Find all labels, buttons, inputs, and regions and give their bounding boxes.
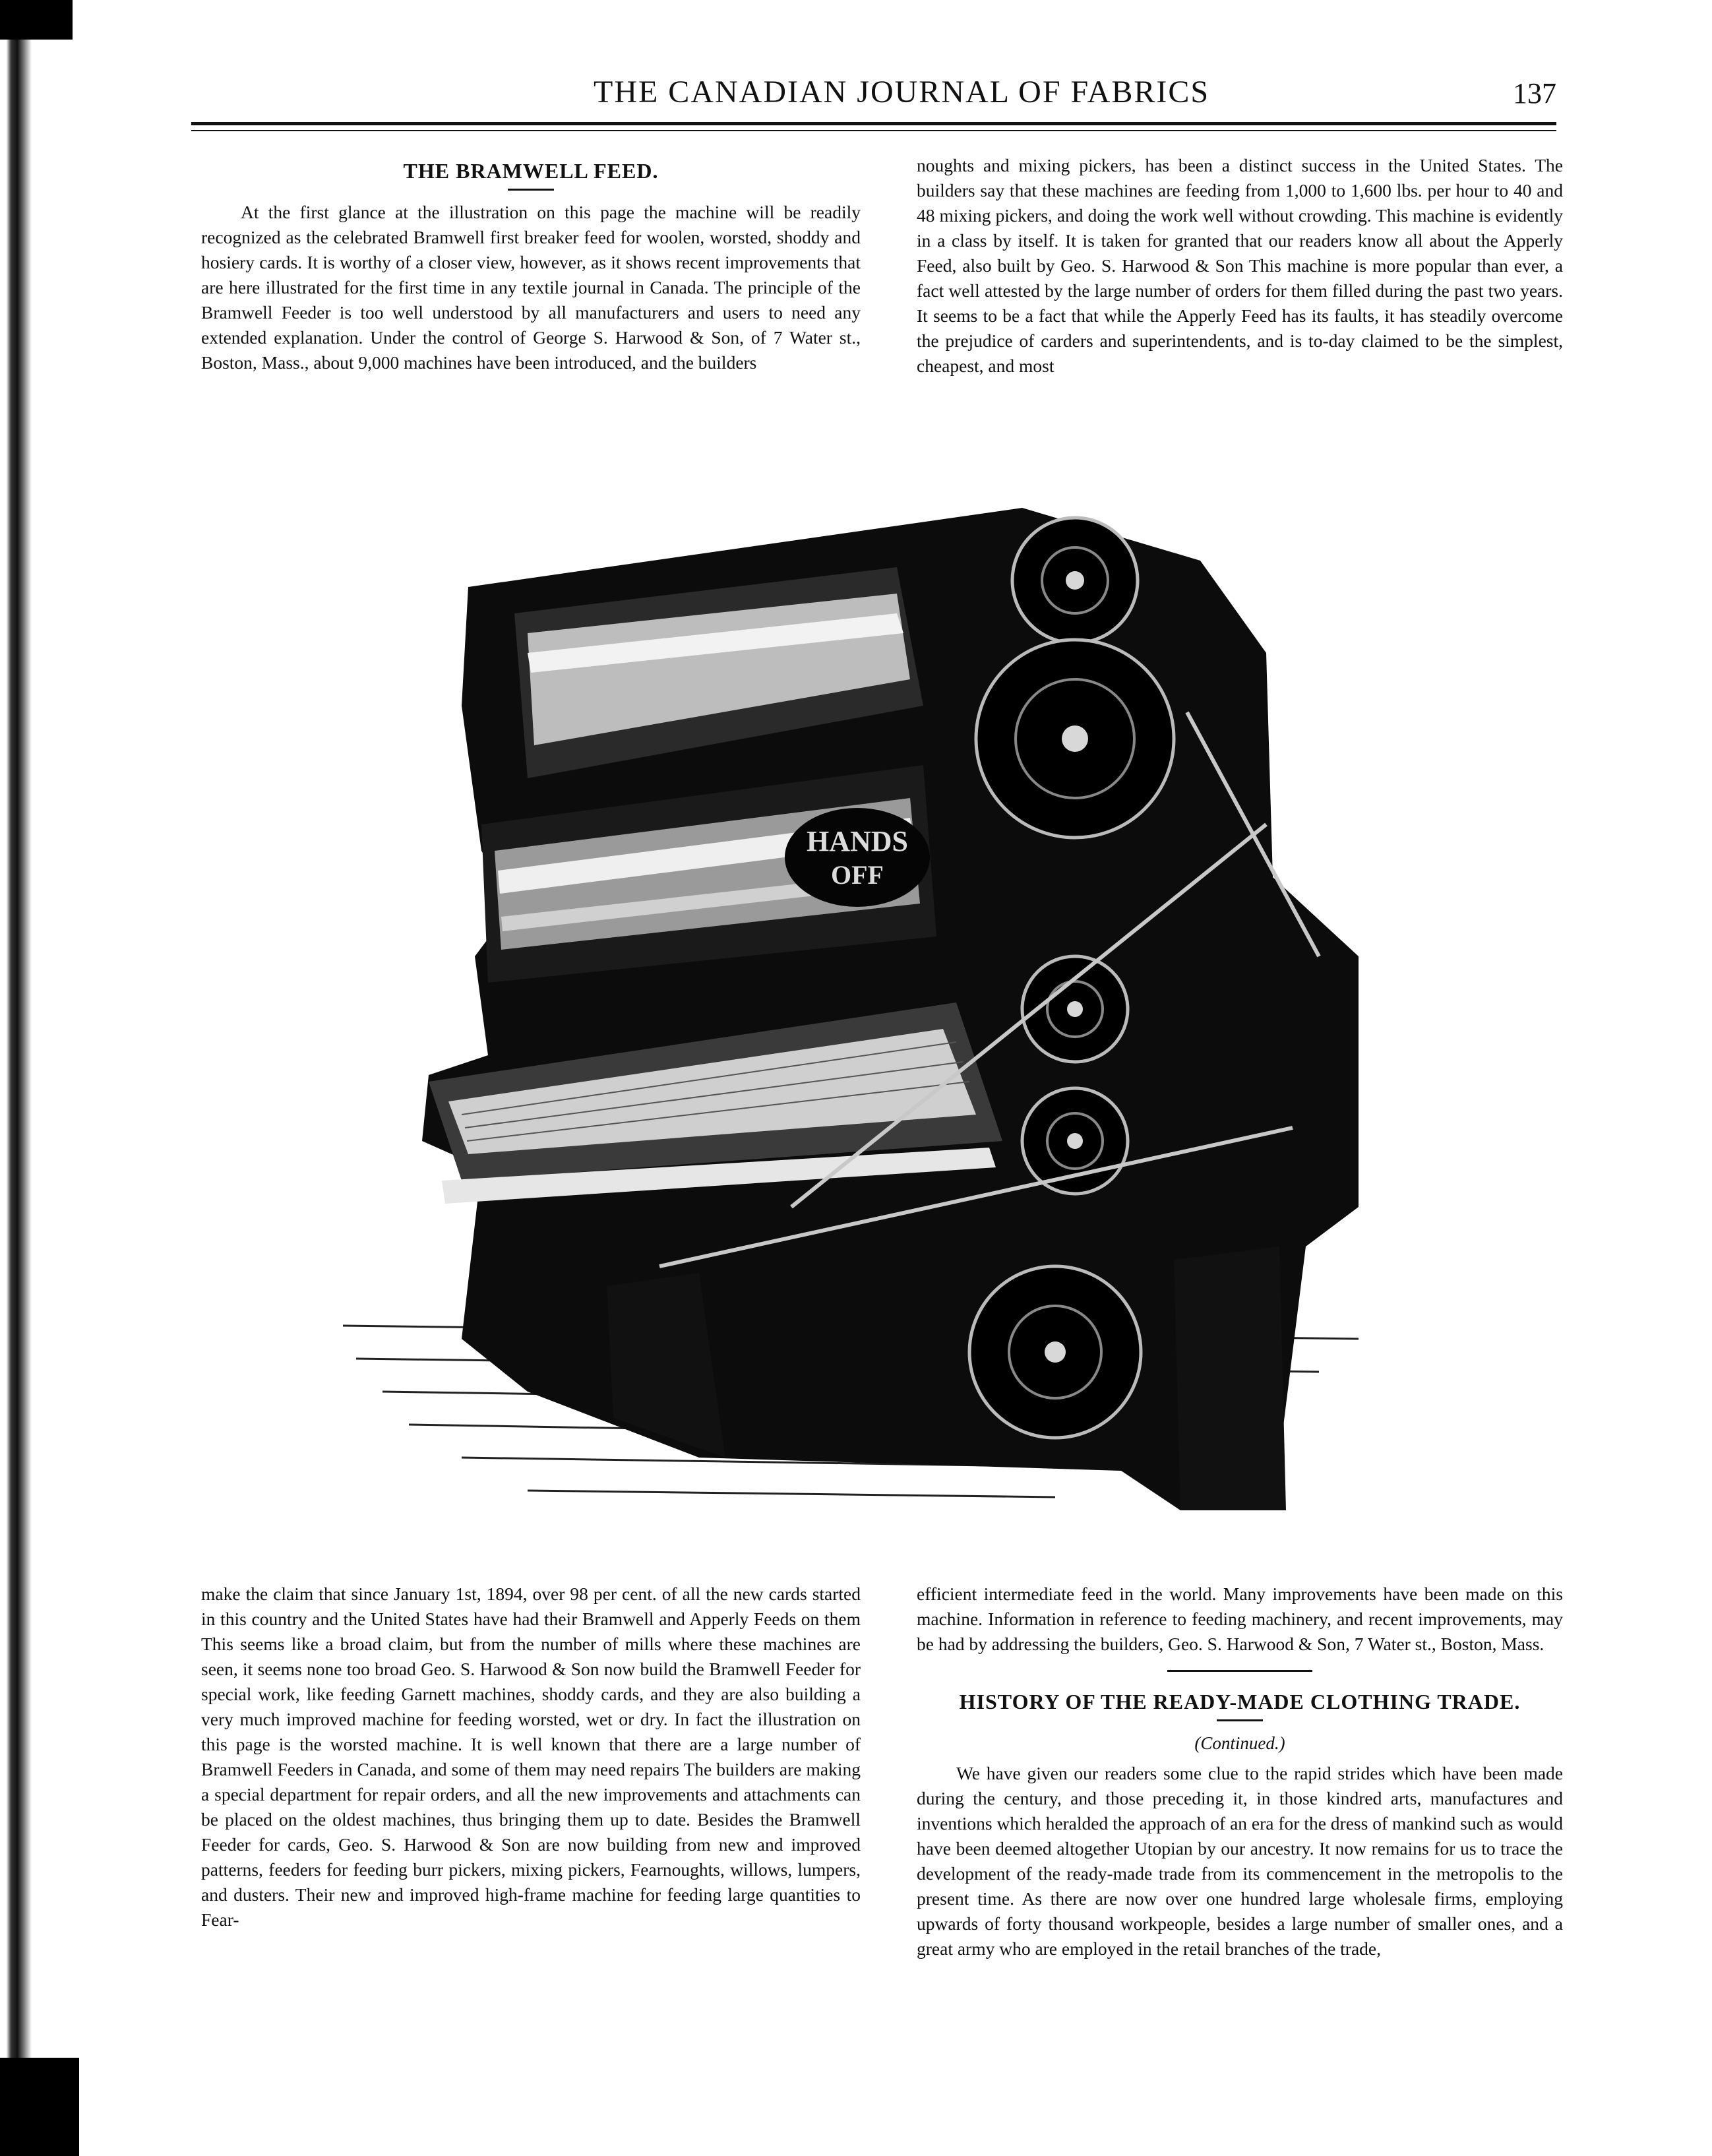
hands-label: HANDS <box>806 825 909 857</box>
article-separator <box>1167 1670 1312 1672</box>
article-paragraph: efficient intermediate feed in the world. Many improvements have been made on this machine. Information in reference to feeding machinery, and recent improvements, may be had by addressing the builders, Geo. S. Harwood & Son, 7 Water st., Boston, Mass. <box>917 1584 1563 1654</box>
article-column-top-right <box>917 153 1563 379</box>
binding-edge <box>0 0 79 2156</box>
article-headline: THE BRAMWELL FEED. <box>403 159 659 183</box>
article-paragraph: At the first glance at the illustration on this page the machine will be readily recognized as the celebrated Bramwell first breaker feed for woolen, worsted, shoddy and hosiery cards. It is worthy of a closer view, however, as it shows recent improvements that are here illustrated for the first time in any textile journal in Canada. The principle of the Bramwell Feeder is too well understood by all manufacturers and users to need any extended explanation. Under the control of George S. Harwood & Son, of 7 Water st., Boston, Mass., about 9,000 machines have been introduced, and the builders <box>201 202 861 373</box>
running-header <box>191 74 1556 120</box>
article-headline: HISTORY OF THE READY-MADE CLOTHING TRADE. <box>959 1690 1521 1713</box>
article-paragraph: noughts and mixing pickers, has been a distinct success in the United States. The builders say that these machines are feeding from 1,000 to 1,600 lbs. per hour to 40 and 48 mixing pickers, and doing the work well without crowding. This machine is evidently in a class by itself. It is taken for granted that our readers know all about the Apperly Feed, also built by Geo. S. Harwood & Son This machine is more popular than ever, a fact well attested by the large number of orders for them filled during the past two years. It seems to be a fact that while the Apperly Feed has its faults, it has steadily overcome the prejudice of carders and superintendents, and is to-day claimed to be the simplest, cheapest, and most <box>917 155 1563 376</box>
journal-title: THE CANADIAN JOURNAL OF FABRICS <box>594 75 1210 109</box>
article-subhead: (Continued.) <box>1194 1733 1285 1753</box>
binding-mark <box>0 0 73 40</box>
binding-mark <box>0 2058 79 2156</box>
headline-rule <box>1217 1719 1263 1721</box>
headline-rule <box>508 189 554 191</box>
article-paragraph: make the claim that since January 1st, 1894, over 98 per cent. of all the new cards started in this country and the United States have had their Bramwell and Apperly Feeds on them This seems like a broad claim, but from the number of mills where these machines are seen, it seems none too broad Geo. S. Harwood & Son now build the Bramwell Feeder for special work, like feeding Garnett machines, shoddy cards, and they are also building a very much improved machine for feeding worsted, wet or dry. In fact the illustration on this page is the worsted machine. It is well known that there are a large number of Bramwell Feeders in Canada, and some of them may need repairs The builders are making a special department for repair orders, and all the new improvements and attachments can be placed on the oldest machines, thus bringing them up to date. Besides the Bramwell Feeder for cards, Geo. S. Harwood & Son are now building from new and improved patterns, feeders for feeding burr pickers, mixing pickers, Fearnoughts, willows, lumpers, and dusters. Their new and improved high-frame machine for feeding large quantities to Fear- <box>201 1584 861 1930</box>
header-rule <box>191 122 1556 125</box>
article-column-top-left <box>201 158 861 375</box>
article-column-bottom-right <box>917 1582 1563 1961</box>
page-number: 137 <box>1513 77 1556 109</box>
bramwell-feed-engraving <box>330 481 1385 1550</box>
article-paragraph: We have given our readers some clue to the rapid strides which have been made during the century, and those preceding it, in those kindred arts, manufactures and inventions which heralded the approach of an era for the dress of mankind such as would have been deemed altogether Utopian by our ancestry. It now remains for us to trace the development of the ready-made trade from its commencement in the metropolis to the present time. As there are now over one hundred large wholesale firms, employing upwards of forty thousand workpeople, besides a large number of smaller ones, and a great army who are employed in the retail branches of the trade, <box>917 1763 1563 1959</box>
header-rule <box>191 130 1556 131</box>
article-column-bottom-left <box>201 1582 861 1932</box>
off-label: OFF <box>831 860 884 890</box>
